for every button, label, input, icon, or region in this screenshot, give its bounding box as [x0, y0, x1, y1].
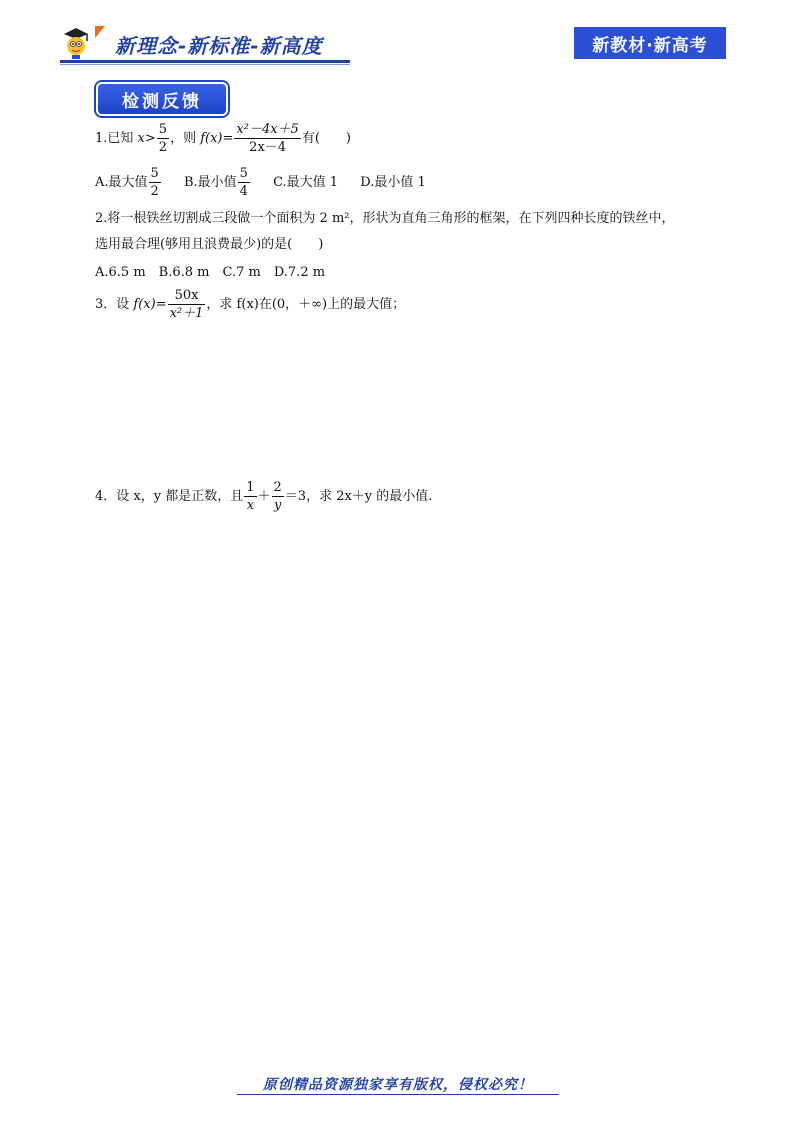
- q3-lead: 3．设: [95, 297, 134, 312]
- q1-expression: $\frac{\text{x²－4x＋5}}{2x-4}$: [236, 122, 299, 155]
- q1-fraction: $\frac{5}{2}$: [158, 122, 168, 155]
- q3-tail: ，求 f(x)在(0，＋∞)上的最大值；: [206, 297, 406, 312]
- q4-lead: 4．设 x，y 都是正数，且: [95, 489, 244, 504]
- q4-tail: ＝3，求 2x＋y 的最小值.: [284, 489, 433, 504]
- question-4: [95, 480, 432, 513]
- q1-mid: ，则: [170, 131, 201, 146]
- q1-lead: 1.已知: [95, 131, 138, 146]
- q3-fraction: $\frac{50x}{\text{x²＋1}}$: [169, 288, 204, 321]
- copyright-footer: 原创精品资源独家享有版权，侵权必究！: [263, 1077, 533, 1093]
- q1-option-a: A.最大值 $\frac{5}{2}$: [95, 166, 159, 199]
- q1-var-x: x: [137, 131, 145, 146]
- question-3: [95, 288, 405, 321]
- header-slogan: 新理念-新标准-新高度: [115, 34, 323, 58]
- header-badge: 新教材·新高考: [574, 27, 726, 59]
- question-2-options: A.6.5 m B.6.8 m C.7 m D.7.2 m: [95, 265, 326, 280]
- q1-fx: f(x)=: [200, 131, 234, 146]
- footer-underline: [237, 1094, 559, 1095]
- q1-option-b: B.最小值 $\frac{5}{4}$: [183, 166, 248, 199]
- header-divider: [60, 60, 350, 63]
- orange-flag-icon: [95, 26, 105, 38]
- q4-fraction-2: $\frac{2}{y}$: [273, 480, 282, 513]
- scholar-mascot-icon: [60, 26, 92, 60]
- q1-tail: 有( ): [301, 131, 351, 146]
- q4-plus: ＋: [257, 489, 271, 504]
- q1-option-d: D.最小值 1: [360, 175, 426, 190]
- question-1-options: [95, 166, 444, 199]
- header-divider-thin: [60, 64, 350, 65]
- section-title: 检测反馈: [96, 82, 228, 116]
- q1-gt: >: [144, 131, 156, 146]
- question-2-line-1: 2.将一根铁丝切割成三段做一个面积为 2 m²，形状为直角三角形的框架，在下列四种长度的铁丝中，: [95, 211, 675, 226]
- question-2-line-2: 选用最合理(够用且浪费最少)的是( ): [95, 237, 324, 252]
- q3-fx: f(x)=: [133, 297, 167, 312]
- page-header: [0, 0, 793, 70]
- q1-option-c: C.最大值 1: [273, 175, 339, 190]
- q4-fraction-1: $\frac{1}{x}$: [246, 480, 255, 513]
- question-1: [95, 122, 351, 155]
